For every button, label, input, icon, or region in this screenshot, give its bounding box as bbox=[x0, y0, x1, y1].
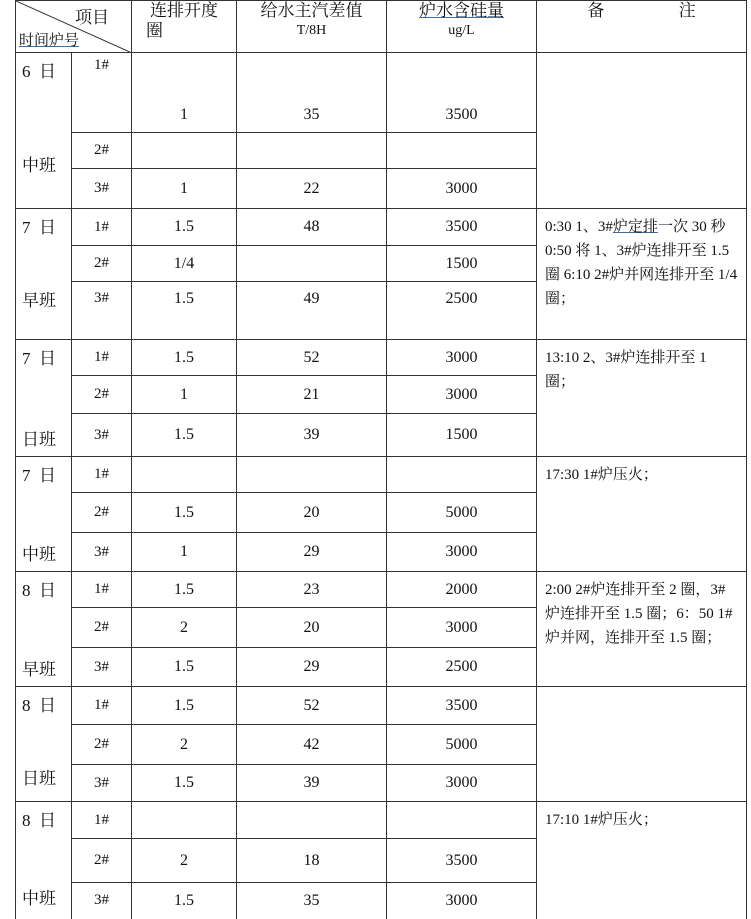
diff-cell: 42 bbox=[237, 725, 387, 765]
note-text-start: 0:30 1、3# bbox=[545, 219, 613, 235]
diff-cell bbox=[237, 802, 387, 839]
open-cell: 1 bbox=[132, 53, 237, 133]
si-cell bbox=[387, 133, 537, 169]
day-label: 8 日 bbox=[22, 696, 56, 715]
si-cell: 3000 bbox=[387, 608, 537, 648]
boiler-cell: 2# bbox=[72, 493, 132, 533]
boiler-cell: 3# bbox=[72, 883, 132, 919]
note-text-underlined: 炉定排 bbox=[612, 219, 658, 235]
si-cell: 2500 bbox=[387, 648, 537, 687]
time-cell bbox=[16, 802, 72, 919]
shift-label: 日班 bbox=[22, 430, 56, 449]
diff-cell: 29 bbox=[237, 533, 387, 572]
si-cell: 3000 bbox=[387, 340, 537, 376]
day-label: 6 日 bbox=[22, 62, 56, 81]
boiler-cell: 1# bbox=[72, 53, 132, 133]
boiler-cell: 1# bbox=[72, 340, 132, 376]
open-cell bbox=[132, 457, 237, 493]
boiler-cell: 2# bbox=[72, 246, 132, 282]
open-cell: 1.5 bbox=[132, 340, 237, 376]
si-cell: 3500 bbox=[387, 687, 537, 725]
diff-cell: 39 bbox=[237, 765, 387, 802]
note-text-rest: 一次 30 秒 0:50 将 1、3#炉连排开至 1.5 圈 6:10 2#炉并网连排开至 1/4 圈； bbox=[545, 219, 738, 307]
si-cell: 5000 bbox=[387, 725, 537, 765]
note-cell bbox=[537, 53, 747, 209]
time-cell bbox=[16, 457, 72, 572]
col-header-si-unit: ug/L bbox=[448, 23, 475, 38]
diff-cell: 22 bbox=[237, 169, 387, 209]
si-cell bbox=[387, 457, 537, 493]
open-cell: 1 bbox=[132, 169, 237, 209]
diff-cell bbox=[237, 246, 387, 282]
si-cell: 3500 bbox=[387, 53, 537, 133]
diff-cell: 39 bbox=[237, 414, 387, 457]
table-row bbox=[16, 53, 747, 133]
shift-label: 中班 bbox=[22, 545, 56, 564]
table-row bbox=[16, 687, 747, 725]
si-cell: 3000 bbox=[387, 533, 537, 572]
diff-cell: 18 bbox=[237, 839, 387, 883]
boiler-cell: 2# bbox=[72, 376, 132, 414]
si-cell: 5000 bbox=[387, 493, 537, 533]
col-header-open bbox=[132, 1, 237, 53]
si-cell bbox=[387, 802, 537, 839]
open-cell: 2 bbox=[132, 725, 237, 765]
open-cell: 1.5 bbox=[132, 572, 237, 608]
boiler-cell: 3# bbox=[72, 169, 132, 209]
day-label: 8 日 bbox=[22, 581, 56, 600]
open-cell: 2 bbox=[132, 839, 237, 883]
diff-cell: 49 bbox=[237, 282, 387, 340]
day-label: 7 日 bbox=[22, 218, 56, 237]
boiler-blowdown-table bbox=[15, 0, 747, 919]
si-cell: 3000 bbox=[387, 376, 537, 414]
si-cell: 2500 bbox=[387, 282, 537, 340]
boiler-cell: 1# bbox=[72, 572, 132, 608]
table-row bbox=[16, 209, 747, 246]
boiler-cell: 3# bbox=[72, 414, 132, 457]
time-cell bbox=[16, 340, 72, 457]
diff-cell: 52 bbox=[237, 340, 387, 376]
shift-label: 中班 bbox=[22, 888, 56, 908]
time-cell bbox=[16, 687, 72, 802]
boiler-cell: 2# bbox=[72, 133, 132, 169]
col-header-diff-label: 给水主汽差值 bbox=[260, 1, 363, 20]
diagonal-top-label: 项目 bbox=[75, 8, 109, 27]
diff-cell: 52 bbox=[237, 687, 387, 725]
time-cell bbox=[16, 53, 72, 209]
shift-label: 日班 bbox=[22, 769, 56, 788]
boiler-cell: 1# bbox=[72, 687, 132, 725]
diff-cell: 20 bbox=[237, 608, 387, 648]
diff-cell: 29 bbox=[237, 648, 387, 687]
open-cell bbox=[132, 802, 237, 839]
si-cell: 1500 bbox=[387, 246, 537, 282]
boiler-cell: 2# bbox=[72, 608, 132, 648]
boiler-cell: 1# bbox=[72, 457, 132, 493]
note-cell: 17:10 1#炉压火； bbox=[537, 802, 747, 919]
open-cell: 1 bbox=[132, 376, 237, 414]
diff-cell bbox=[237, 133, 387, 169]
diff-cell: 21 bbox=[237, 376, 387, 414]
col-header-open-label: 连排开度 bbox=[150, 1, 218, 20]
open-cell: 1.5 bbox=[132, 414, 237, 457]
note-cell bbox=[537, 209, 747, 340]
col-header-note: 备 注 bbox=[537, 1, 747, 53]
si-cell: 3000 bbox=[387, 765, 537, 802]
si-cell: 3500 bbox=[387, 839, 537, 883]
open-cell: 1.5 bbox=[132, 282, 237, 340]
boiler-cell: 1# bbox=[72, 209, 132, 246]
shift-label: 中班 bbox=[22, 156, 56, 175]
boiler-cell: 2# bbox=[72, 725, 132, 765]
col-header-open-unit: 圈 bbox=[146, 21, 163, 40]
open-cell: 1/4 bbox=[132, 246, 237, 282]
open-cell: 1 bbox=[132, 533, 237, 572]
boiler-cell: 1# bbox=[72, 802, 132, 839]
diagonal-header-cell bbox=[16, 1, 132, 53]
boiler-cell: 3# bbox=[72, 648, 132, 687]
si-cell: 1500 bbox=[387, 414, 537, 457]
open-cell: 1.5 bbox=[132, 765, 237, 802]
note-cell: 13:10 2、3#炉连排开至 1 圈； bbox=[537, 340, 747, 457]
si-cell: 3000 bbox=[387, 169, 537, 209]
diff-cell: 35 bbox=[237, 53, 387, 133]
time-cell bbox=[16, 572, 72, 687]
table-row bbox=[16, 457, 747, 493]
diagonal-bottom-label: 时间炉号 bbox=[19, 33, 80, 49]
note-cell bbox=[537, 687, 747, 802]
header-row bbox=[16, 1, 747, 53]
col-header-si-label: 炉水含硅量 bbox=[419, 1, 504, 20]
day-label: 7 日 bbox=[22, 349, 56, 368]
col-header-diff-unit: T/8H bbox=[296, 23, 327, 38]
diff-cell: 23 bbox=[237, 572, 387, 608]
open-cell: 1.5 bbox=[132, 209, 237, 246]
boiler-cell: 2# bbox=[72, 839, 132, 883]
diff-cell: 20 bbox=[237, 493, 387, 533]
note-cell: 17:30 1#炉压火； bbox=[537, 457, 747, 572]
open-cell bbox=[132, 133, 237, 169]
table-row bbox=[16, 802, 747, 839]
day-label: 7 日 bbox=[22, 466, 56, 485]
diff-cell: 48 bbox=[237, 209, 387, 246]
boiler-cell: 3# bbox=[72, 282, 132, 340]
si-cell: 2000 bbox=[387, 572, 537, 608]
open-cell: 2 bbox=[132, 608, 237, 648]
table-row bbox=[16, 340, 747, 376]
day-label: 8 日 bbox=[22, 811, 56, 830]
table-row bbox=[16, 572, 747, 608]
si-cell: 3000 bbox=[387, 883, 537, 919]
time-cell bbox=[16, 209, 72, 340]
note-cell: 2:00 2#炉连排开至 2 圈，3#炉连排开至 1.5 圈；6：50 1#炉并网，连排开至 1.5 圈； bbox=[537, 572, 747, 687]
open-cell: 1.5 bbox=[132, 687, 237, 725]
diff-cell: 35 bbox=[237, 883, 387, 919]
si-cell: 3500 bbox=[387, 209, 537, 246]
shift-label: 早班 bbox=[22, 291, 56, 310]
open-cell: 1.5 bbox=[132, 648, 237, 687]
col-header-diff bbox=[237, 1, 387, 53]
open-cell: 1.5 bbox=[132, 883, 237, 919]
col-header-si bbox=[387, 1, 537, 53]
open-cell: 1.5 bbox=[132, 493, 237, 533]
diff-cell bbox=[237, 457, 387, 493]
boiler-cell: 3# bbox=[72, 765, 132, 802]
shift-label: 早班 bbox=[22, 660, 56, 679]
boiler-cell: 3# bbox=[72, 533, 132, 572]
